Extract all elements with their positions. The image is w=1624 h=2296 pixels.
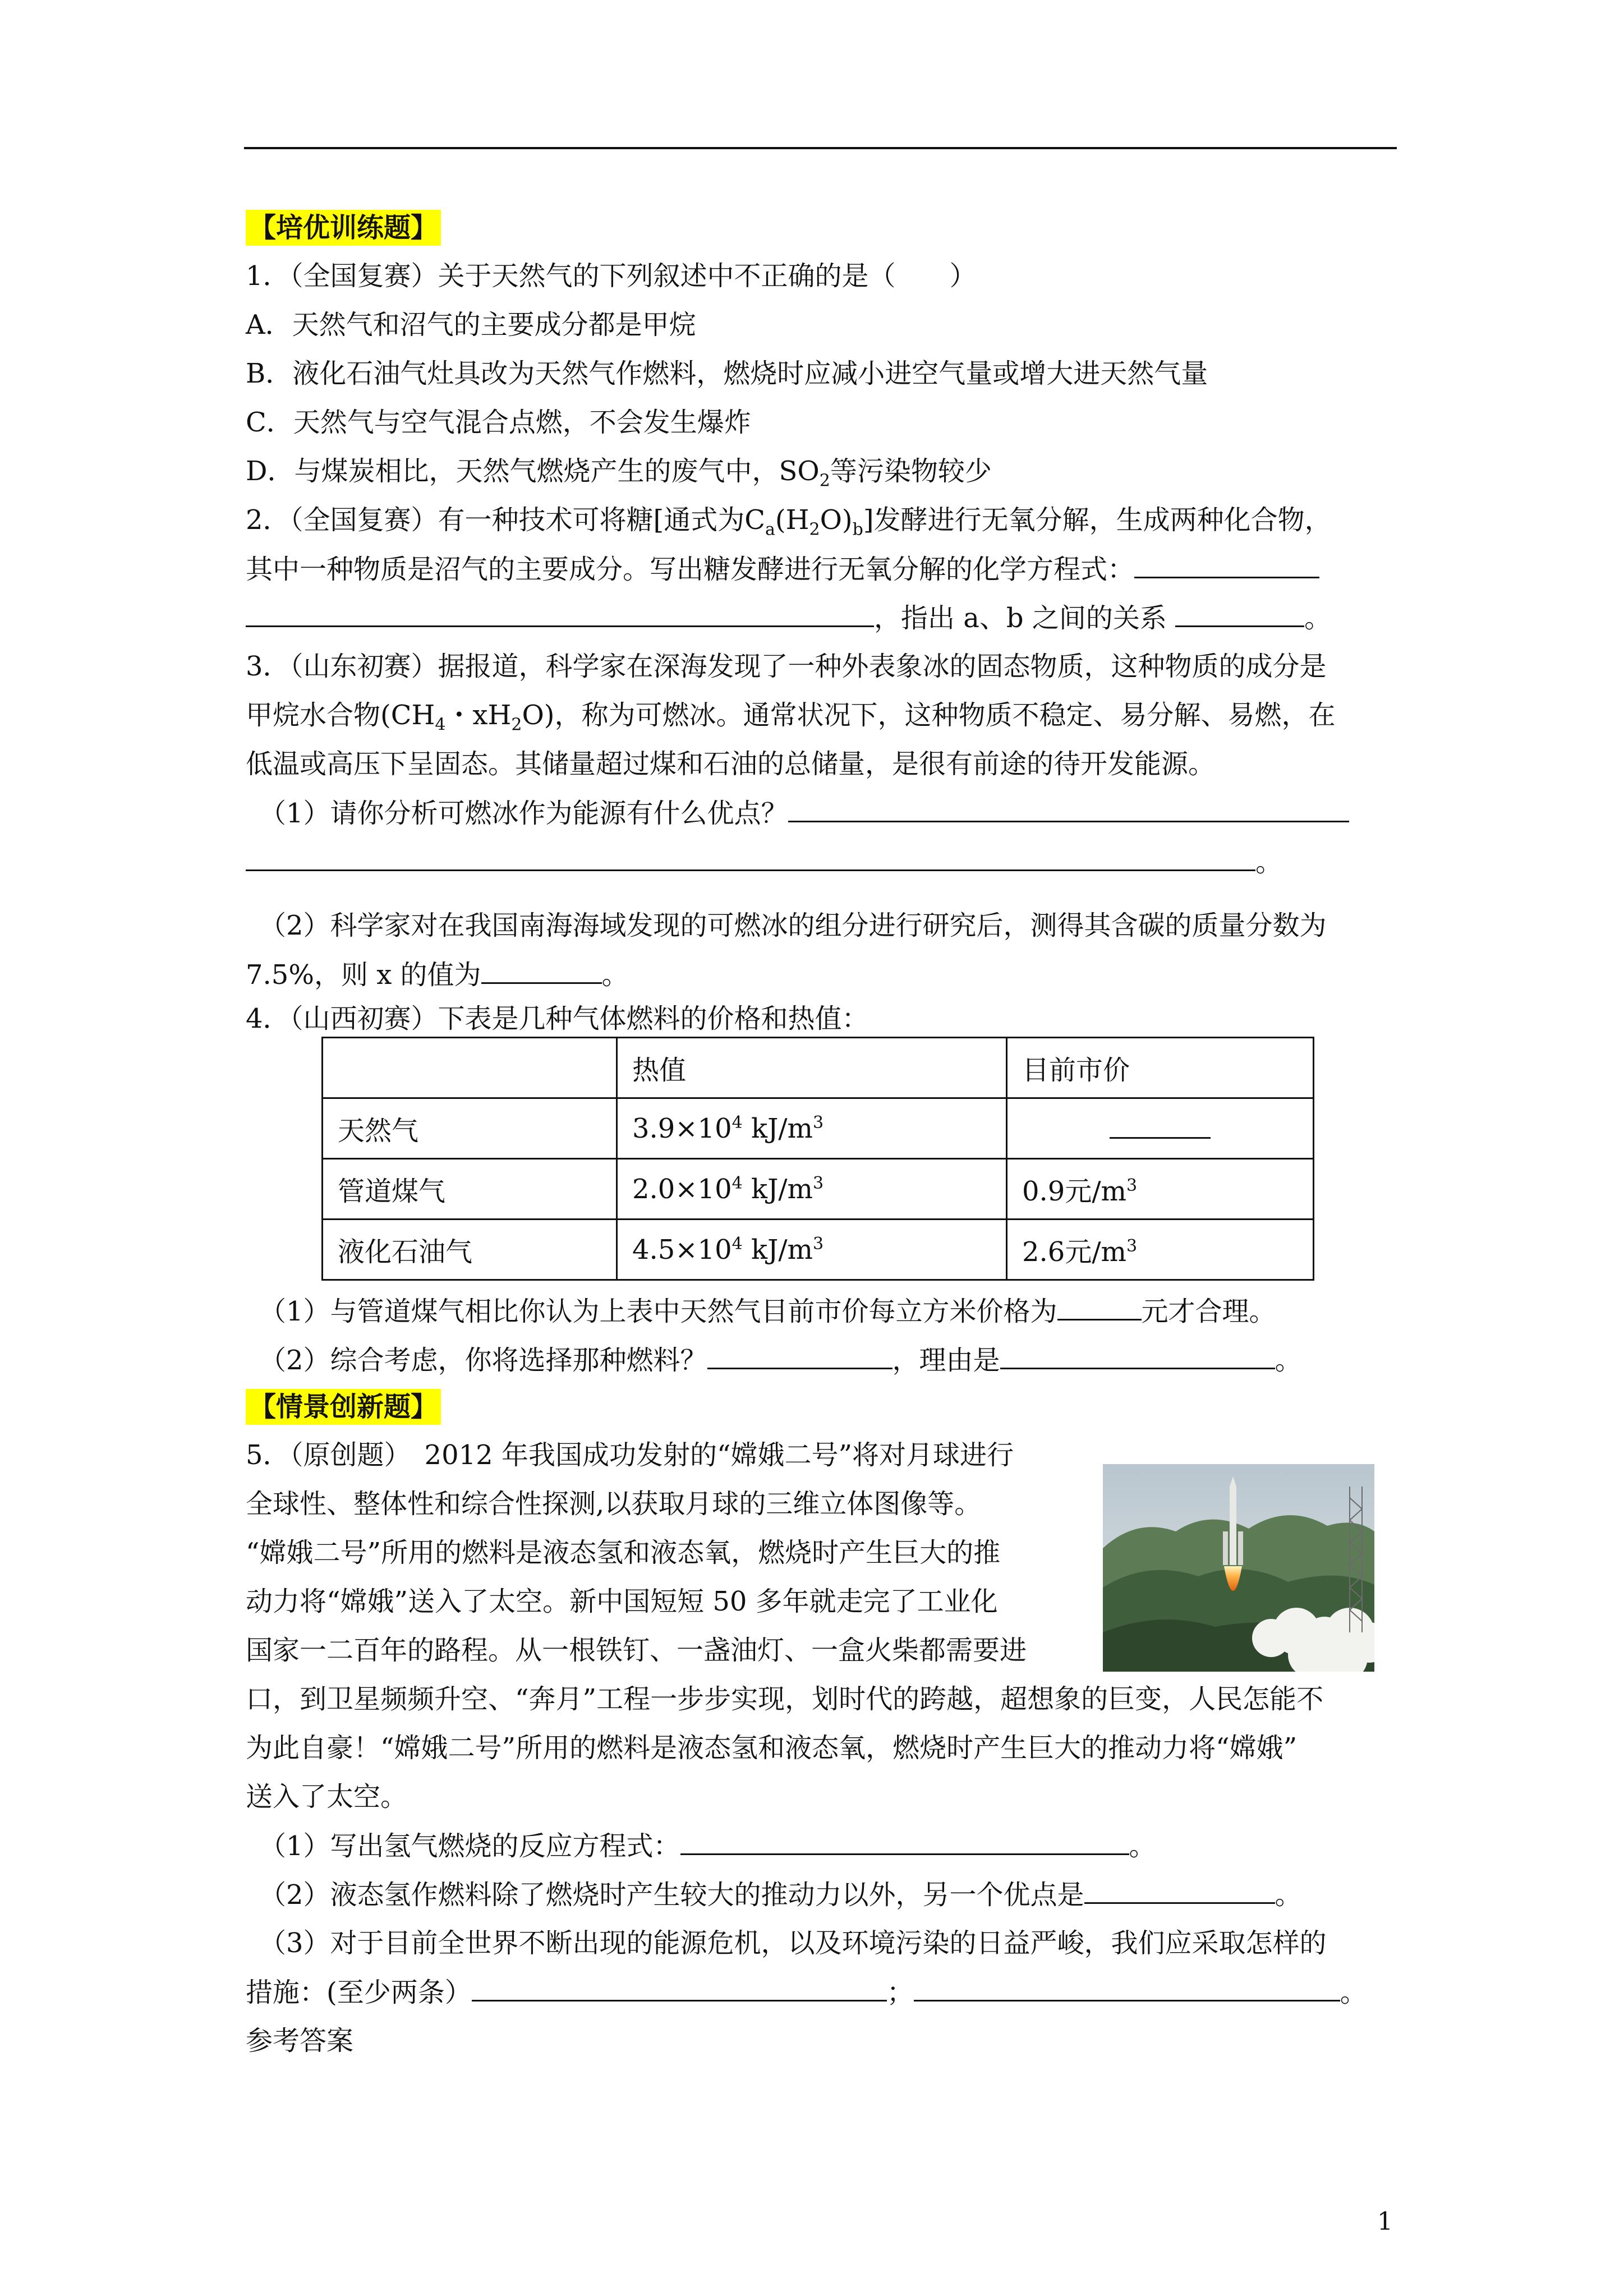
q1-option-d: D．与煤炭相比，天然气燃烧产生的废气中，$SO_2$等污染物较少 bbox=[246, 455, 992, 491]
q5-line-5: 国家一二百年的路程。从一根铁钉、一盏油灯、一盒火柴都需要进 bbox=[246, 1635, 1027, 1666]
q2-line-3: ，指出 a、b 之间的关系 。 bbox=[246, 600, 1331, 636]
q3-advantage-blank-cont[interactable] bbox=[246, 844, 1255, 871]
q3-part-1-cont: 。 bbox=[246, 844, 1282, 880]
q3-advantage-blank[interactable] bbox=[788, 795, 1349, 822]
page-number: 1 bbox=[1377, 2207, 1393, 2236]
q2-line-2: 其中一种物质是沼气的主要成分。写出糖发酵进行无氧分解的化学方程式： bbox=[246, 551, 1319, 587]
q2-equation-blank-cont[interactable] bbox=[246, 600, 874, 627]
q5-line-7: 为此自豪！“嫦娥二号”所用的燃料是液态氢和液态氧，燃烧时产生巨大的推动力将“嫦娥” bbox=[246, 1732, 1298, 1764]
q5-line-2: 全球性、整体性和综合性探测,以获取月球的三维立体图像等。 bbox=[246, 1488, 982, 1520]
section-title-training: 【培优训练题】 bbox=[246, 210, 441, 246]
q3-part-2: （2）科学家对在我国南海海域发现的可燃冰的组分进行研究后，测得其含碳的质量分数为 bbox=[259, 910, 1327, 941]
q1-stem: 1．（全国复赛）关于天然气的下列叙述中不正确的是（ ） bbox=[246, 260, 977, 292]
natural-gas-price-blank[interactable] bbox=[1110, 1111, 1211, 1139]
q5-measure-blank-2[interactable] bbox=[914, 1974, 1340, 2001]
q5-part-1: （1）写出氢气燃烧的反应方程式： 。 bbox=[259, 1828, 1156, 1864]
table-header-cell: 热值 bbox=[617, 1038, 1007, 1098]
q4-part-1: （1）与管道煤气相比你认为上表中天然气目前市价每立方米价格为 元才合理。 bbox=[259, 1293, 1276, 1329]
section-title-scenario: 【情景创新题】 bbox=[246, 1389, 441, 1425]
q3-line-3: 低温或高压下呈固态。其储量超过煤和石油的总储量，是很有前途的待开发能源。 bbox=[246, 748, 1216, 780]
q3-part-2-cont: 7.5%，则 x 的值为 。 bbox=[246, 956, 629, 993]
header-rule bbox=[244, 147, 1397, 149]
table-row bbox=[323, 1098, 1314, 1159]
q3-part-1: （1）请你分析可燃冰作为能源有什么优点？ bbox=[259, 795, 1349, 831]
q5-line-3: “嫦娥二号”所用的燃料是液态氢和液态氧，燃烧时产生巨大的推 bbox=[246, 1537, 1001, 1568]
table-header-cell: 目前市价 bbox=[1007, 1038, 1314, 1098]
answer-heading: 参考答案 bbox=[246, 2025, 354, 2056]
q1-option-a: A．天然气和沼气的主要成分都是甲烷 bbox=[246, 309, 696, 341]
q5-advantage-blank[interactable] bbox=[1084, 1876, 1275, 1904]
q5-part-3: （3）对于目前全世界不断出现的能源危机，以及环境污染的日益严峻，我们应采取怎样的 bbox=[259, 1927, 1327, 1959]
q5-measure-blank-1[interactable] bbox=[472, 1974, 887, 2001]
heat-value-cell: $4.5\times 10^4$ $kJ/m^3$ bbox=[617, 1220, 1007, 1280]
q5-equation-blank[interactable] bbox=[680, 1828, 1129, 1855]
price-cell: 2.6元$/m^3$ bbox=[1007, 1220, 1314, 1280]
q2-equation-blank[interactable] bbox=[1134, 551, 1319, 578]
q4-price-blank[interactable] bbox=[1057, 1293, 1142, 1320]
q2-line-1: 2．（全国复赛）有一种技术可将糖[通式为$C_a(H_2O)_b$]发酵进行无氧分解，生成两种化合物， bbox=[246, 504, 1332, 540]
q4-reason-blank[interactable] bbox=[1000, 1342, 1275, 1369]
table-header-cell bbox=[323, 1038, 617, 1098]
q5-part-3-cont: 措施：(至少两条） ； 。 bbox=[246, 1974, 1367, 2010]
q1-option-b: B．液化石油气灶具改为天然气作燃料，燃烧时应减小进空气量或增大进天然气量 bbox=[246, 358, 1208, 389]
heat-value-cell: $2.0\times 10^4$ $kJ/m^3$ bbox=[617, 1159, 1007, 1220]
q3-x-value-blank[interactable] bbox=[481, 956, 602, 984]
price-cell: 0.9元$/m^3$ bbox=[1007, 1159, 1314, 1220]
fuel-name-cell: 天然气 bbox=[323, 1098, 617, 1159]
heat-value-cell: $3.9\times 10^4$ $kJ/m^3$ bbox=[617, 1098, 1007, 1159]
q2-relation-blank[interactable] bbox=[1175, 600, 1304, 627]
fuel-name-cell: 管道煤气 bbox=[323, 1159, 617, 1220]
q5-line-6: 口，到卫星频频升空、“奔月”工程一步步实现，划时代的跨越，超想象的巨变，人民怎能不 bbox=[246, 1683, 1324, 1715]
q3-line-2: 甲烷水合物($CH_4$・$xH_2O$)，称为可燃冰。通常状况下，这种物质不稳定、易分解、易燃，在 bbox=[246, 700, 1336, 735]
q4-fuel-choice-blank[interactable] bbox=[707, 1342, 892, 1369]
table-row bbox=[323, 1159, 1314, 1220]
q3-line-1: 3．（山东初赛）据报道，科学家在深海发现了一种外表象冰的固态物质，这种物质的成分是 bbox=[246, 651, 1327, 682]
q1-option-c: C．天然气与空气混合点燃，不会发生爆炸 bbox=[246, 407, 751, 438]
table-header-row bbox=[323, 1038, 1314, 1098]
q5-part-2: （2）液态氢作燃料除了燃烧时产生较大的推动力以外，另一个优点是 。 bbox=[259, 1876, 1302, 1913]
fuel-price-table bbox=[321, 1037, 1314, 1281]
q5-line-8: 送入了太空。 bbox=[246, 1781, 408, 1812]
fuel-name-cell: 液化石油气 bbox=[323, 1220, 617, 1280]
price-blank-cell bbox=[1007, 1098, 1314, 1159]
q5-line-1: 5．（原创题） 2012 年我国成功发射的“嫦娥二号”将对月球进行 bbox=[246, 1439, 1014, 1471]
q4-stem: 4．（山西初赛）下表是几种气体燃料的价格和热值： bbox=[246, 1003, 869, 1034]
q5-line-4: 动力将“嫦娥”送入了太空。新中国短短 50 多年就走完了工业化 bbox=[246, 1586, 998, 1617]
rocket-launch-photo bbox=[1103, 1464, 1374, 1672]
table-row bbox=[323, 1220, 1314, 1280]
q4-part-2: （2）综合考虑，你将选择那种燃料？ ，理由是 。 bbox=[259, 1342, 1302, 1378]
